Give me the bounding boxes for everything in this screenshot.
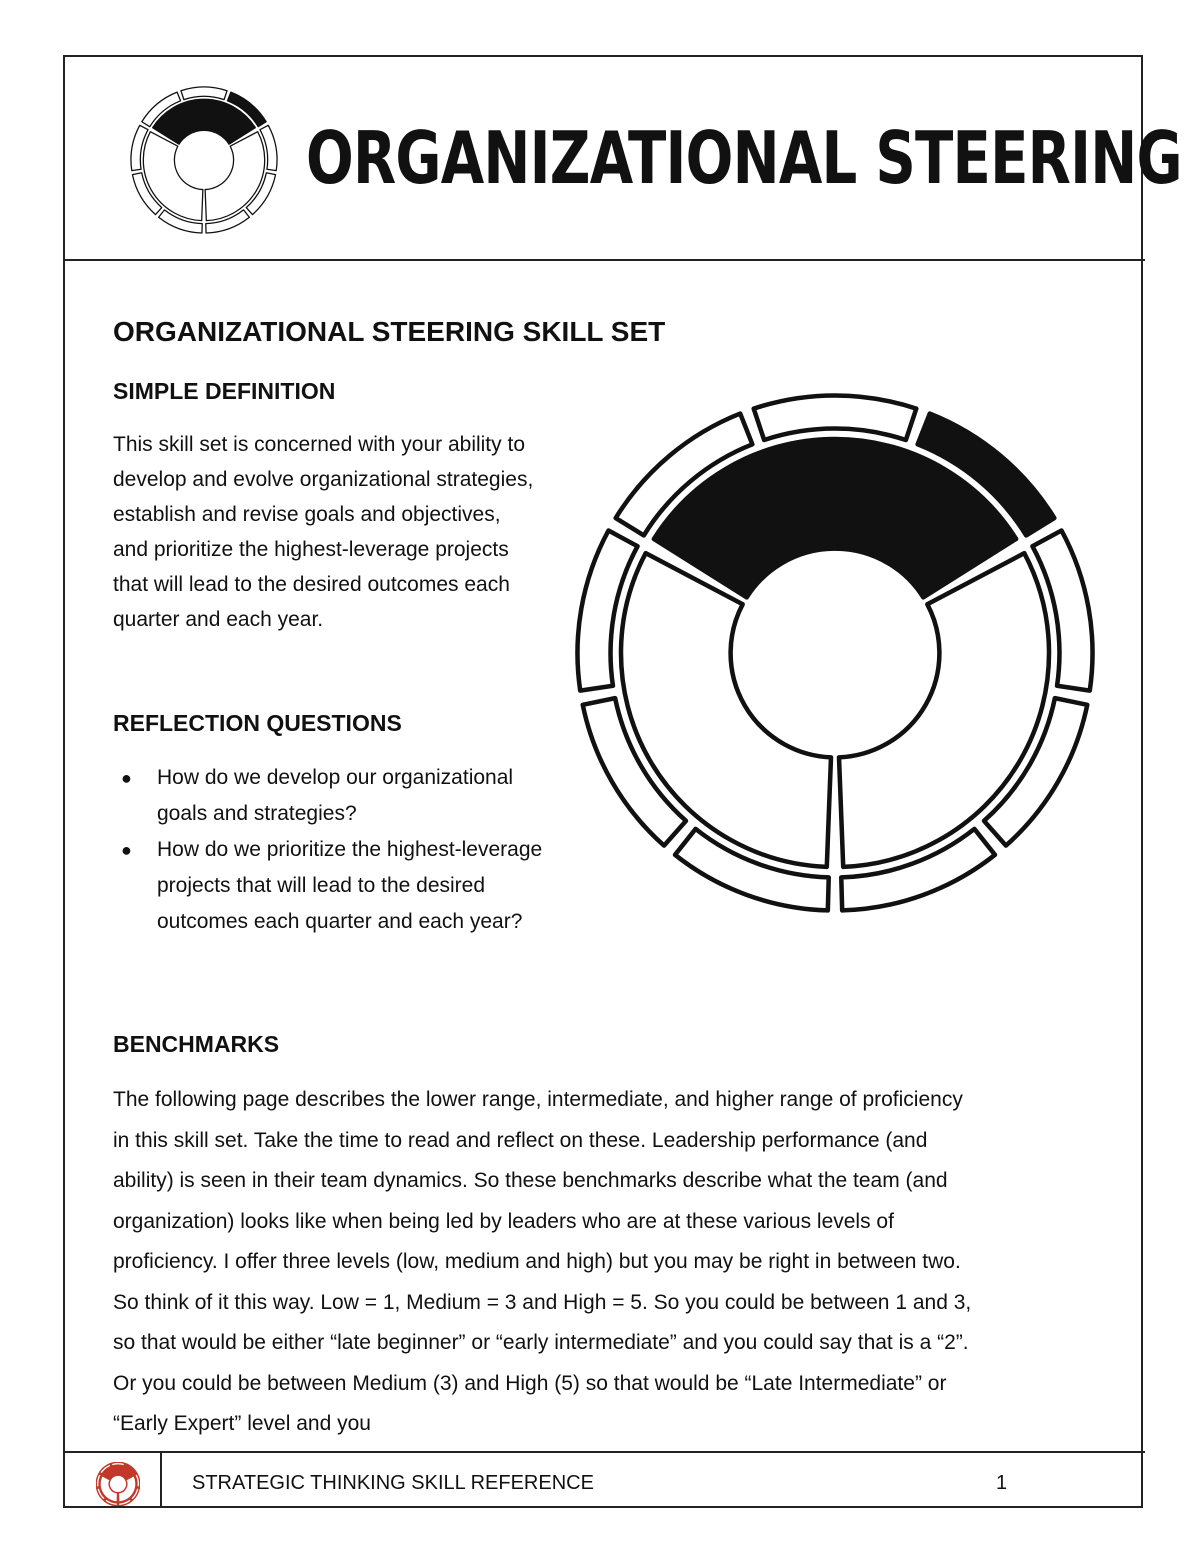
- wheel-outer-segment: [111, 1462, 125, 1466]
- bullet-icon: ●: [121, 840, 132, 860]
- skill-wheel-diagram: [574, 392, 1096, 914]
- bullet-icon: ●: [121, 768, 132, 788]
- page-title: ORGANIZATIONAL STEERING: [306, 116, 1182, 200]
- footer-title: STRATEGIC THINKING SKILL REFERENCE: [192, 1472, 594, 1494]
- list-item-text: How do we prioritize the highest-leverage projects that will lead to the desired outcomes each quarter and each year?: [157, 838, 543, 933]
- reflection-heading: REFLECTION QUESTIONS: [113, 710, 402, 736]
- definition-line: This skill set is concerned with your ability to: [113, 433, 525, 456]
- header-divider: [63, 259, 1145, 261]
- footer-divider: [63, 1451, 1145, 1453]
- list-item: [113, 832, 553, 940]
- section-title: ORGANIZATIONAL STEERING SKILL SET: [113, 316, 666, 347]
- benchmarks-heading: BENCHMARKS: [113, 1031, 280, 1057]
- list-item-text: How do we develop our organizational goals and strategies?: [157, 766, 514, 825]
- definition-line: establish and revise goals and objectives,: [113, 503, 501, 526]
- definition-line: that will lead to the desired outcomes each: [113, 573, 510, 596]
- footer-divider-vertical: [160, 1452, 162, 1508]
- definition-text: [113, 427, 533, 637]
- skill-wheel-icon: [96, 1462, 140, 1506]
- definition-heading: SIMPLE DEFINITION: [113, 378, 336, 404]
- definition-line: quarter and each year.: [113, 608, 324, 631]
- benchmarks-text: The following page describes the lower range, intermediate, and higher range of proficiency in this skill set. Take the time to read and reflect on these. Leadership performance (and ability) is seen in their team dynamics. So these benchmarks describe what the team (and organization) looks like when being led by leaders who are at these various levels of proficiency. I offer three levels (low, medium and high) but you may be right in between two. So think of it this way. Low = 1, Medium = 3 and High = 5. So you could be between 1 and 3, so that would be either “late beginner” or “early intermediate” and you could say that is a “2”. Or you could be between Medium (3) and High (5) so that would be “Late Intermediate” or “Early Expert” level and you: [113, 1088, 972, 1435]
- skill-wheel-icon: [130, 86, 278, 234]
- definition-line: and prioritize the highest-leverage projects: [113, 538, 509, 561]
- wheel-outer-segment: [754, 395, 917, 440]
- page-number: 1: [996, 1472, 1008, 1494]
- reflection-list: [113, 760, 553, 940]
- definition-line: develop and evolve organizational strategies,: [113, 468, 534, 491]
- list-item: [113, 760, 553, 832]
- wheel-outer-segment: [181, 87, 227, 100]
